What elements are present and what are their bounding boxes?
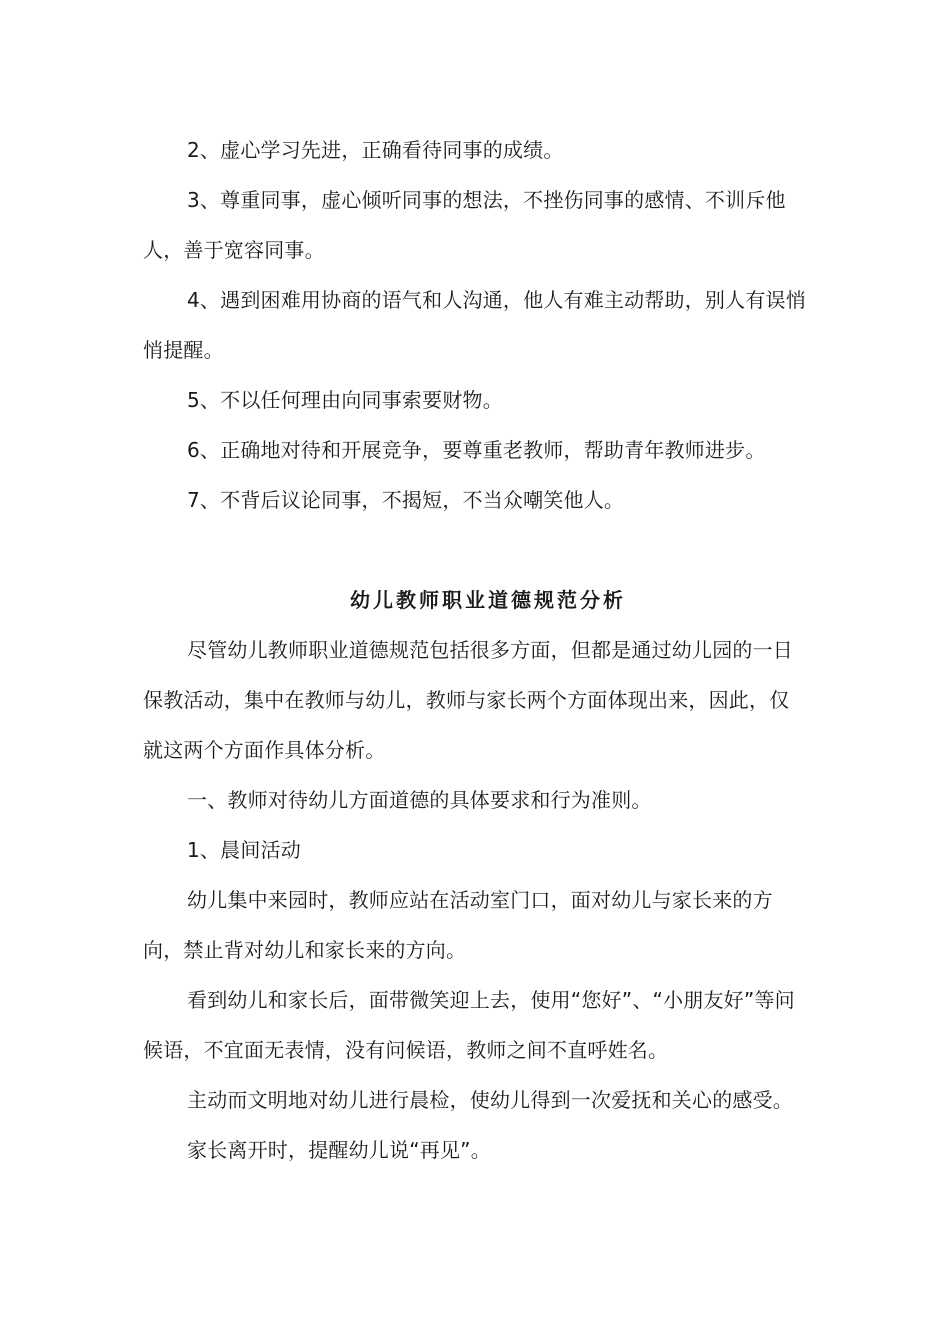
list-item: 7、不背后议论同事，不揭短，不当众嘲笑他人。 bbox=[187, 488, 625, 512]
body-paragraph: 幼儿集中来园时，教师应站在活动室门口，面对幼儿与家长来的方向，禁止背对幼儿和家长来的方向。 bbox=[143, 888, 773, 962]
body-paragraph: 1、晨间活动 bbox=[187, 838, 301, 862]
body-paragraph: 一、教师对待幼儿方面道德的具体要求和行为准则。 bbox=[187, 788, 652, 812]
list-item: 4、遇到困难用协商的语气和人沟通，他人有难主动帮助，别人有误悄悄提醒。 bbox=[143, 288, 806, 362]
body-paragraph: 尽管幼儿教师职业道德规范包括很多方面，但都是通过幼儿园的一日保教活动，集中在教师与幼儿，教师与家长两个方面体现出来，因此，仅就这两个方面作具体分析。 bbox=[143, 638, 793, 762]
list-item: 3、尊重同事，虚心倾听同事的想法，不挫伤同事的感情、不训斥他人，善于宽容同事。 bbox=[143, 188, 786, 262]
body-paragraph: 看到幼儿和家长后，面带微笑迎上去，使用“您好”、“小朋友好”等问候语，不宜面无表情，没有问候语，教师之间不直呼姓名。 bbox=[143, 988, 795, 1062]
analysis-section bbox=[143, 575, 809, 1175]
body-paragraph: 家长离开时，提醒幼儿说“再见”。 bbox=[187, 1138, 491, 1162]
colleague-rules-list bbox=[143, 125, 809, 525]
section-title: 幼儿教师职业道德规范分析 bbox=[350, 588, 626, 612]
body-paragraph: 主动而文明地对幼儿进行晨检，使幼儿得到一次爱抚和关心的感受。 bbox=[187, 1088, 793, 1112]
list-item: 2、虚心学习先进，正确看待同事的成绩。 bbox=[187, 138, 564, 162]
list-item: 6、正确地对待和开展竞争，要尊重老教师，帮助青年教师进步。 bbox=[187, 438, 766, 462]
list-item: 5、不以任何理由向同事索要财物。 bbox=[187, 388, 503, 412]
